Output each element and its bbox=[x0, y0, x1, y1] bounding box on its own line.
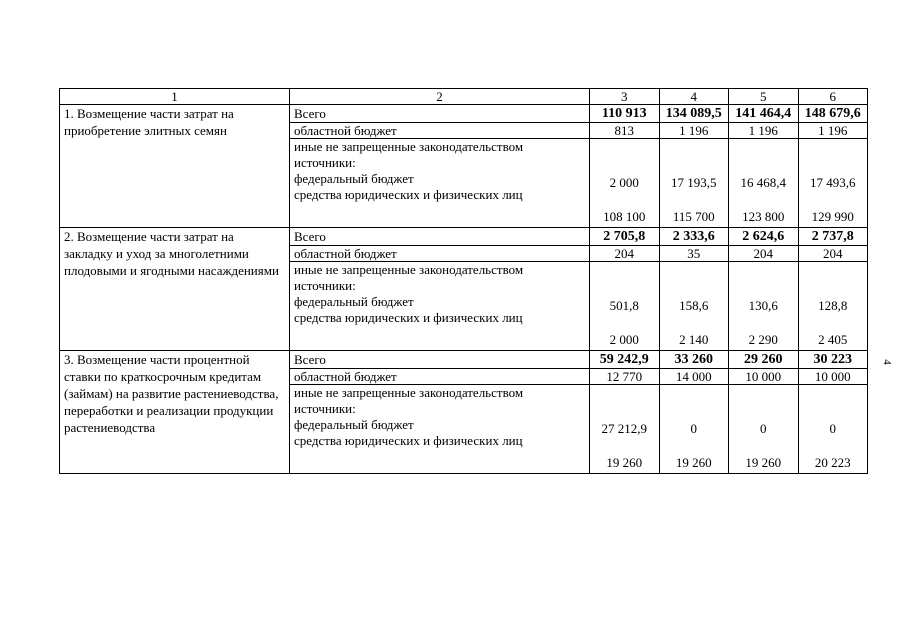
federal-value: 130,6 bbox=[748, 298, 778, 313]
header-row bbox=[60, 89, 868, 105]
page-number: 4 bbox=[880, 359, 893, 365]
source-values bbox=[798, 262, 868, 351]
regional-value: 10 000 bbox=[798, 369, 868, 385]
legal-value: 115 700 bbox=[672, 209, 715, 224]
source-values bbox=[590, 262, 660, 351]
federal-value: 17 193,5 bbox=[671, 175, 717, 190]
federal-value: 0 bbox=[690, 421, 697, 436]
measure-name: 2. Возмещение части затрат на закладку и уход за многолетними плодовыми и ягодными насаждениями bbox=[60, 228, 290, 351]
total-label: Всего bbox=[290, 228, 590, 246]
legal-value: 123 800 bbox=[742, 209, 785, 224]
legal-value: 108 100 bbox=[603, 209, 646, 224]
regional-value: 813 bbox=[590, 123, 660, 139]
legal-value: 19 260 bbox=[606, 455, 643, 470]
source-values bbox=[659, 385, 729, 474]
legal-label: средства юридических и физических лиц bbox=[294, 310, 523, 325]
federal-value: 17 493,6 bbox=[810, 175, 856, 190]
federal-value: 128,8 bbox=[818, 298, 848, 313]
total-value: 141 464,4 bbox=[729, 105, 799, 123]
regional-value: 10 000 bbox=[729, 369, 799, 385]
measure-name: 3. Возмещение части процентной ставки по краткосрочным кредитам (займам) на развитие растениеводства, переработки и реализации продукции растениеводства bbox=[60, 351, 290, 474]
source-values bbox=[729, 139, 799, 228]
total-label: Всего bbox=[290, 105, 590, 123]
source-values bbox=[729, 262, 799, 351]
regional-value: 204 bbox=[590, 246, 660, 262]
legal-label: средства юридических и физических лиц bbox=[294, 433, 523, 448]
header-col-1: 1 bbox=[60, 89, 290, 105]
federal-value: 0 bbox=[829, 421, 836, 436]
total-value: 59 242,9 bbox=[590, 351, 660, 369]
table-row bbox=[60, 105, 868, 123]
source-values bbox=[798, 385, 868, 474]
measure-name: 1. Возмещение части затрат на приобретение элитных семян bbox=[60, 105, 290, 228]
header-col-3: 3 bbox=[590, 89, 660, 105]
table-row bbox=[60, 228, 868, 246]
header-col-5: 5 bbox=[729, 89, 799, 105]
federal-label: федеральный бюджет bbox=[294, 294, 414, 309]
total-value: 110 913 bbox=[590, 105, 660, 123]
regional-value: 12 770 bbox=[590, 369, 660, 385]
other-sources-cell bbox=[290, 139, 590, 228]
legal-value: 19 260 bbox=[745, 455, 782, 470]
regional-value: 204 bbox=[729, 246, 799, 262]
federal-label: федеральный бюджет bbox=[294, 171, 414, 186]
total-value: 134 089,5 bbox=[659, 105, 729, 123]
federal-value: 0 bbox=[760, 421, 767, 436]
source-values bbox=[659, 139, 729, 228]
regional-value: 204 bbox=[798, 246, 868, 262]
other-sources-label: иные не запрещенные законодательством источники: bbox=[294, 262, 524, 293]
federal-value: 501,8 bbox=[609, 298, 639, 313]
other-sources-label: иные не запрещенные законодательством источники: bbox=[294, 139, 524, 170]
source-values bbox=[659, 262, 729, 351]
legal-value: 2 290 bbox=[748, 332, 778, 347]
regional-value: 35 bbox=[659, 246, 729, 262]
regional-value: 1 196 bbox=[729, 123, 799, 139]
header-col-2: 2 bbox=[290, 89, 590, 105]
other-sources-label: иные не запрещенные законодательством источники: bbox=[294, 385, 524, 416]
source-values bbox=[590, 139, 660, 228]
regional-label: областной бюджет bbox=[290, 369, 590, 385]
header-col-6: 6 bbox=[798, 89, 868, 105]
total-value: 33 260 bbox=[659, 351, 729, 369]
source-values bbox=[590, 385, 660, 474]
other-sources-cell bbox=[290, 262, 590, 351]
federal-value: 2 000 bbox=[609, 175, 639, 190]
federal-value: 158,6 bbox=[679, 298, 709, 313]
legal-label: средства юридических и физических лиц bbox=[294, 187, 523, 202]
total-value: 2 705,8 bbox=[590, 228, 660, 246]
legal-value: 2 405 bbox=[818, 332, 848, 347]
financing-table bbox=[59, 88, 868, 474]
regional-label: областной бюджет bbox=[290, 123, 590, 139]
total-value: 2 333,6 bbox=[659, 228, 729, 246]
source-values bbox=[729, 385, 799, 474]
total-value: 148 679,6 bbox=[798, 105, 868, 123]
table-row bbox=[60, 351, 868, 369]
legal-value: 129 990 bbox=[811, 209, 854, 224]
source-values bbox=[798, 139, 868, 228]
other-sources-cell bbox=[290, 385, 590, 474]
regional-label: областной бюджет bbox=[290, 246, 590, 262]
legal-value: 19 260 bbox=[675, 455, 712, 470]
total-value: 29 260 bbox=[729, 351, 799, 369]
header-col-4: 4 bbox=[659, 89, 729, 105]
federal-value: 27 212,9 bbox=[601, 421, 647, 436]
legal-value: 2 140 bbox=[679, 332, 709, 347]
total-value: 2 624,6 bbox=[729, 228, 799, 246]
legal-value: 2 000 bbox=[609, 332, 639, 347]
federal-label: федеральный бюджет bbox=[294, 417, 414, 432]
regional-value: 1 196 bbox=[659, 123, 729, 139]
federal-value: 16 468,4 bbox=[740, 175, 786, 190]
legal-value: 20 223 bbox=[814, 455, 851, 470]
regional-value: 14 000 bbox=[659, 369, 729, 385]
total-value: 2 737,8 bbox=[798, 228, 868, 246]
total-value: 30 223 bbox=[798, 351, 868, 369]
total-label: Всего bbox=[290, 351, 590, 369]
regional-value: 1 196 bbox=[798, 123, 868, 139]
